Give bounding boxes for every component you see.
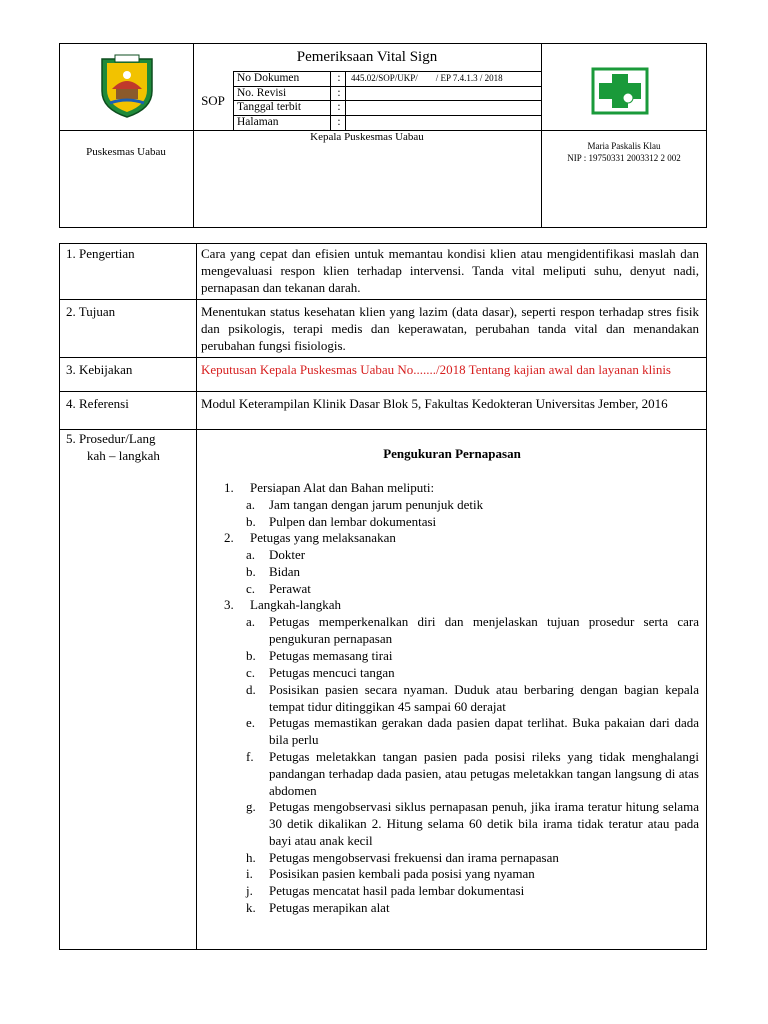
list-item: d. Posisikan pasien secara nyaman. Duduk atau berbaring dengan bagian kepala tempat tidur ditinggikan 45 sampai 60 derajat bbox=[246, 682, 699, 714]
sop-label: SOP bbox=[201, 92, 225, 108]
list-item: c. Perawat bbox=[246, 581, 311, 596]
section-label-tujuan: 2. Tujuan bbox=[66, 304, 116, 319]
regency-crest-logo bbox=[98, 53, 156, 119]
signatory-name: Maria Paskalis Klau bbox=[587, 141, 661, 151]
signatory-title: Kepala Puskesmas Uabau bbox=[310, 131, 424, 143]
table-row-divider bbox=[59, 299, 707, 300]
table-column-divider bbox=[196, 243, 197, 950]
signatory-nip: NIP : 19750331 2003312 2 002 bbox=[567, 153, 681, 163]
section-label-referensi: 4. Referensi bbox=[66, 396, 129, 411]
meta-colon: : bbox=[337, 101, 341, 113]
meta-key: No Dokumen bbox=[237, 72, 300, 84]
meta-colon: : bbox=[337, 116, 341, 128]
list-item: f. Petugas meletakkan tangan pasien pada posisi rileks yang tidak menghalangi pandangan terhadap dada pasien, atau petugas meletakkan tangan langsung di atas abdomen bbox=[246, 749, 699, 798]
section-label-line: 5. Prosedur/Lang bbox=[66, 431, 156, 446]
list-item: k. Petugas merapikan alat bbox=[246, 900, 390, 915]
table-row-divider bbox=[59, 357, 707, 358]
section-label-prosedur bbox=[66, 430, 194, 464]
list-item: j. Petugas mencatat hasil pada lembar dokumentasi bbox=[246, 883, 525, 898]
list-item: e. Petugas memastikan gerakan dada pasien dapat terlihat. Buka pakaian dari dada bila perlu bbox=[246, 715, 699, 747]
table-row-divider bbox=[59, 391, 707, 392]
list-item: a. Dokter bbox=[246, 547, 306, 562]
meta-key: Halaman bbox=[237, 116, 279, 128]
meta-row-tanggal-terbit bbox=[233, 100, 541, 115]
meta-key: No. Revisi bbox=[237, 87, 287, 99]
list-item: b. Petugas memasang tirai bbox=[246, 648, 393, 663]
header-divider bbox=[541, 43, 542, 228]
section-text-pengertian: Cara yang cepat dan efisien untuk memantau kondisi klien atau mengidentifikasi maslah dan mengevaluasi respon klien terhadap intervensi. Tanda vital meliputi suhu, denyut nadi, pernapasan dan tekanan darah. bbox=[201, 246, 699, 295]
health-green-cross-logo bbox=[590, 66, 650, 116]
meta-colon: : bbox=[337, 72, 341, 84]
signature-block bbox=[541, 140, 707, 164]
list-item: g. Petugas mengobservasi siklus pernapasan penuh, jika irama teratur hitung selama 30 detik dikalikan 2. Hitung selama 60 detik bila irama tidak teratur atau pada bayi atau anak kecil bbox=[246, 799, 699, 848]
meta-row-no-dokumen bbox=[233, 71, 541, 86]
list-item: 2. Petugas yang melaksanakan bbox=[224, 530, 396, 545]
list-item: 1. Persiapan Alat dan Bahan meliputi: bbox=[224, 480, 435, 495]
meta-colon: : bbox=[337, 87, 341, 99]
document-title: Pemeriksaan Vital Sign bbox=[296, 48, 438, 65]
section-label-line: kah – langkah bbox=[87, 448, 160, 463]
list-item: a. Petugas memperkenalkan diri dan menjelaskan tujuan prosedur serta cara pengukuran pernapasan bbox=[246, 614, 699, 646]
meta-row-no-revisi bbox=[233, 86, 541, 101]
institution-name: Puskesmas Uabau bbox=[86, 146, 166, 158]
list-item: c. Petugas mencuci tangan bbox=[246, 665, 395, 680]
section-label-kebijakan: 3. Kebijakan bbox=[66, 362, 133, 377]
meta-row-halaman bbox=[233, 115, 541, 130]
section-text-referensi: Modul Keterampilan Klinik Dasar Blok 5, Fakultas Kedokteran Universitas Jember, 2016 bbox=[201, 396, 668, 411]
procedure-title: Pengukuran Pernapasan bbox=[383, 446, 521, 461]
meta-value: 445.02/SOP/UKP/ / EP 7.4.1.3 / 2018 bbox=[351, 73, 503, 83]
list-item: i. Posisikan pasien kembali pada posisi yang nyaman bbox=[246, 866, 535, 881]
list-item: b. Pulpen dan lembar dokumentasi bbox=[246, 514, 437, 529]
section-text-tujuan: Menentukan status kesehatan klien yang lazim (data dasar), seperti respon terhadap stres fisik dan psikologis, terapi medis dan keperawatan, perubahan tanda vital dan menandakan perubahan fungsi fisiologis. bbox=[201, 304, 699, 353]
list-item: h. Petugas mengobservasi frekuensi dan irama pernapasan bbox=[246, 850, 559, 865]
list-item: 3. Langkah-langkah bbox=[224, 597, 341, 612]
meta-key: Tanggal terbit bbox=[237, 101, 302, 113]
list-item: a. Jam tangan dengan jarum penunjuk detik bbox=[246, 497, 484, 512]
section-label-pengertian: 1. Pengertian bbox=[66, 246, 135, 261]
section-text-kebijakan: Keputusan Kepala Puskesmas Uabau No......./2018 Tentang kajian awal dan layanan klinis bbox=[201, 362, 671, 377]
list-item: b. Bidan bbox=[246, 564, 301, 579]
